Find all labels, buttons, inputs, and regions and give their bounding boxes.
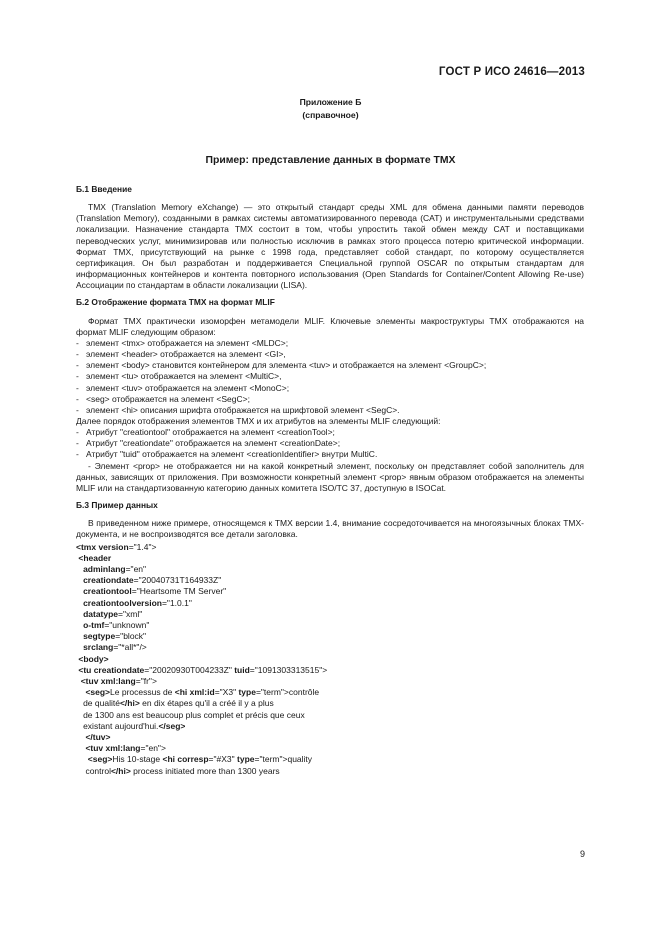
mapping-item bbox=[76, 394, 584, 405]
code-example bbox=[76, 542, 584, 777]
mapping-item bbox=[76, 383, 584, 394]
code-text: ="block" bbox=[115, 631, 147, 642]
section-2-heading: Б.2 Отображение формата TMX на формат MLIF bbox=[76, 297, 275, 308]
code-text: ="en"> bbox=[140, 743, 166, 754]
list-dash: - bbox=[76, 360, 79, 371]
mapping-text: элемент <body> становится контейнером для элемента <tuv> и отображается на элемент <GroupC>; bbox=[86, 360, 487, 371]
attribute-text: Атрибут "creationdate" отображается на элемент <creationDate>; bbox=[86, 438, 341, 449]
mapping-item bbox=[76, 405, 584, 416]
mapping-text: элемент <tu> отображается на элемент <MultiC>, bbox=[86, 371, 282, 382]
code-line bbox=[76, 564, 584, 575]
code-markup: </hi> bbox=[119, 698, 140, 709]
code-markup: <seg> bbox=[76, 687, 111, 698]
attribute-item bbox=[76, 449, 584, 460]
code-text: de 1300 ans est beaucoup plus complet et précis que ceux bbox=[76, 709, 305, 720]
code-markup: adminlang bbox=[76, 563, 126, 574]
code-text: process initiated more than 1300 years bbox=[130, 765, 280, 776]
mapping-text: элемент <tmx> отображается на элемент <MLDC>; bbox=[86, 337, 289, 348]
code-text: control bbox=[76, 765, 111, 776]
appendix-block bbox=[0, 96, 661, 121]
code-markup: <seg> bbox=[76, 754, 113, 765]
code-text: Le processus de bbox=[110, 687, 175, 698]
code-markup: <tuv xml:lang bbox=[76, 675, 136, 686]
code-line bbox=[76, 586, 584, 597]
code-markup: </hi> bbox=[110, 765, 131, 776]
section-1-paragraph: TMX (Translation Memory eXchange) — это открытый стандарт среды XML для обмена данными памяти переводов (Translation Memory), созданными в рамках системы автоматизированного перевода (CAT) и инструментальными средствами локализации. Назначение стандарта TMX состоит в том, чтобы упростить такой обмен между CAT и поставщиками переводческих услуг, минимизировав или полностью исключив в рамках этого процесса потерю критической информации. Формат TMX, присутствующий на рынке с 1998 года, представляет собой стандарт, по которому осуществляется сертификация. Он был разработан и поддерживается Специальной группой OSCAR по открытым стандартам для информационных контейнеров и контента повторного использования (Open Standards for Container/Content Allowing Re-use) Ассоциации по стандартам в области локализации (LISA). bbox=[76, 202, 584, 291]
mapping-list bbox=[76, 338, 584, 416]
order-intro: Далее порядок отображения элементов TMX и их атрибутов на элементы MLIF следующий: bbox=[76, 415, 441, 426]
code-markup: <body> bbox=[76, 653, 109, 664]
list-dash: - bbox=[76, 438, 79, 449]
prop-paragraph: - Элемент <prop> не отображается ни на какой конкретный элемент, поскольку он представляет собой заполнитель для данных, зависящих от приложения. При возможности конкретный элемент <prop> явным образом отображается на элементы MLIF или на стандартизованную категорию данных комитета ISO/TC 37, доступную в ISOCat. bbox=[76, 460, 584, 493]
mapping-text: элемент <tuv> отображается на элемент <MonoC>; bbox=[86, 382, 290, 393]
code-line bbox=[76, 687, 584, 698]
mapping-item bbox=[76, 338, 584, 349]
code-text: ="xml" bbox=[118, 608, 143, 619]
code-markup: <tmx version bbox=[76, 541, 129, 552]
code-text: ="term">quality bbox=[254, 754, 313, 765]
code-text: ="en" bbox=[125, 563, 147, 574]
code-markup: creationdate bbox=[76, 575, 134, 586]
code-markup: creationtoolversion bbox=[76, 597, 162, 608]
attribute-item bbox=[76, 427, 584, 438]
code-markup: o-tmf bbox=[76, 619, 105, 630]
list-dash: - bbox=[76, 337, 79, 348]
code-text: ="1.0.1" bbox=[161, 597, 192, 608]
standard-header: ГОСТ Р ИСО 24616—2013 bbox=[438, 66, 585, 78]
mapping-item bbox=[76, 360, 584, 371]
list-dash: - bbox=[76, 404, 79, 415]
code-text: His 10-stage bbox=[112, 754, 163, 765]
code-markup: <hi xml:id bbox=[174, 687, 215, 698]
code-markup: <tu creationdate bbox=[76, 664, 145, 675]
code-line bbox=[76, 766, 584, 777]
code-markup: srclang bbox=[76, 642, 114, 653]
code-text: en dix étapes qu'il a créé il y a plus bbox=[139, 698, 274, 709]
code-line bbox=[76, 542, 584, 553]
code-line bbox=[76, 754, 584, 765]
code-line bbox=[76, 553, 584, 564]
mapping-text: элемент <hi> описания шрифта отображается на шрифтовой элемент <SegC>. bbox=[86, 404, 400, 415]
code-line bbox=[76, 710, 584, 721]
code-text: ="*all*"/> bbox=[113, 642, 147, 653]
code-text: ="#X3" bbox=[208, 754, 238, 765]
code-text: existant aujourd'hui. bbox=[76, 720, 159, 731]
code-text: ="Heartsome TM Server" bbox=[131, 586, 227, 597]
code-markup: </tuv> bbox=[76, 731, 111, 742]
appendix-title: Приложение Б bbox=[299, 97, 362, 107]
code-line bbox=[76, 732, 584, 743]
code-text: ="fr"> bbox=[135, 675, 157, 686]
code-line bbox=[76, 665, 584, 676]
attribute-text: Атрибут "tuid" отображается на элемент <creationIdentifier> внутри MultiC. bbox=[86, 449, 378, 460]
attribute-text: Атрибут "creationtool" отображается на элемент <creationTool>; bbox=[86, 427, 335, 438]
section-3-heading: Б.3 Пример данных bbox=[76, 500, 158, 511]
list-dash: - bbox=[76, 371, 79, 382]
code-line bbox=[76, 698, 584, 709]
attribute-list bbox=[76, 427, 584, 460]
code-text: ="X3" bbox=[214, 687, 239, 698]
code-text: ="unknown" bbox=[104, 619, 150, 630]
list-dash: - bbox=[76, 349, 79, 360]
code-markup: type bbox=[237, 754, 255, 765]
code-line bbox=[76, 598, 584, 609]
code-markup: datatype bbox=[76, 608, 119, 619]
code-markup: tuid bbox=[234, 664, 250, 675]
section-2-intro: Формат TMX практически изоморфен метамодели MLIF. Ключевые элементы макроструктуры TMX отображаются на формат MLIF следующим образом: bbox=[76, 315, 584, 337]
code-markup: </seg> bbox=[158, 720, 186, 731]
code-line bbox=[76, 620, 584, 631]
section-1-heading: Б.1 Введение bbox=[76, 184, 132, 194]
code-markup: <header bbox=[76, 552, 112, 563]
code-markup: creationtool bbox=[76, 586, 132, 597]
code-text: ="20020930T004233Z" bbox=[144, 664, 235, 675]
main-title: Пример: представление данных в формате TMX bbox=[205, 155, 456, 166]
code-text: ="1091303313515"> bbox=[249, 664, 328, 675]
list-dash: - bbox=[76, 393, 79, 404]
mapping-text: элемент <header> отображается на элемент <GI>, bbox=[86, 349, 286, 360]
code-markup: segtype bbox=[76, 631, 116, 642]
code-line bbox=[76, 743, 584, 754]
code-line bbox=[76, 609, 584, 620]
attribute-item bbox=[76, 438, 584, 449]
appendix-note: (справочное) bbox=[302, 109, 359, 120]
section-3-intro: В приведенном ниже примере, относящемся к TMX версии 1.4, внимание сосредоточивается на многоязычных блоках TMX-документа, и не воспроизводятся все детали заголовка. bbox=[76, 518, 584, 540]
code-text: de qualité bbox=[76, 698, 120, 709]
list-dash: - bbox=[76, 427, 79, 438]
page-number: 9 bbox=[579, 849, 585, 859]
code-markup: type bbox=[238, 687, 256, 698]
code-line bbox=[76, 631, 584, 642]
code-text: ="20040731T164933Z" bbox=[133, 575, 222, 586]
code-markup: <hi corresp bbox=[162, 754, 209, 765]
code-text: ="term">contrôle bbox=[255, 687, 320, 698]
list-dash: - bbox=[76, 449, 79, 460]
code-line bbox=[76, 654, 584, 665]
document-body bbox=[76, 184, 584, 777]
code-line bbox=[76, 575, 584, 586]
code-line bbox=[76, 642, 584, 653]
code-line bbox=[76, 676, 584, 687]
code-markup: <tuv xml:lang bbox=[76, 743, 141, 754]
mapping-item bbox=[76, 349, 584, 360]
mapping-item bbox=[76, 371, 584, 382]
code-text: ="1.4"> bbox=[128, 541, 157, 552]
list-dash: - bbox=[76, 382, 79, 393]
code-line bbox=[76, 721, 584, 732]
mapping-text: <seg> отображается на элемент <SegC>; bbox=[86, 393, 250, 404]
